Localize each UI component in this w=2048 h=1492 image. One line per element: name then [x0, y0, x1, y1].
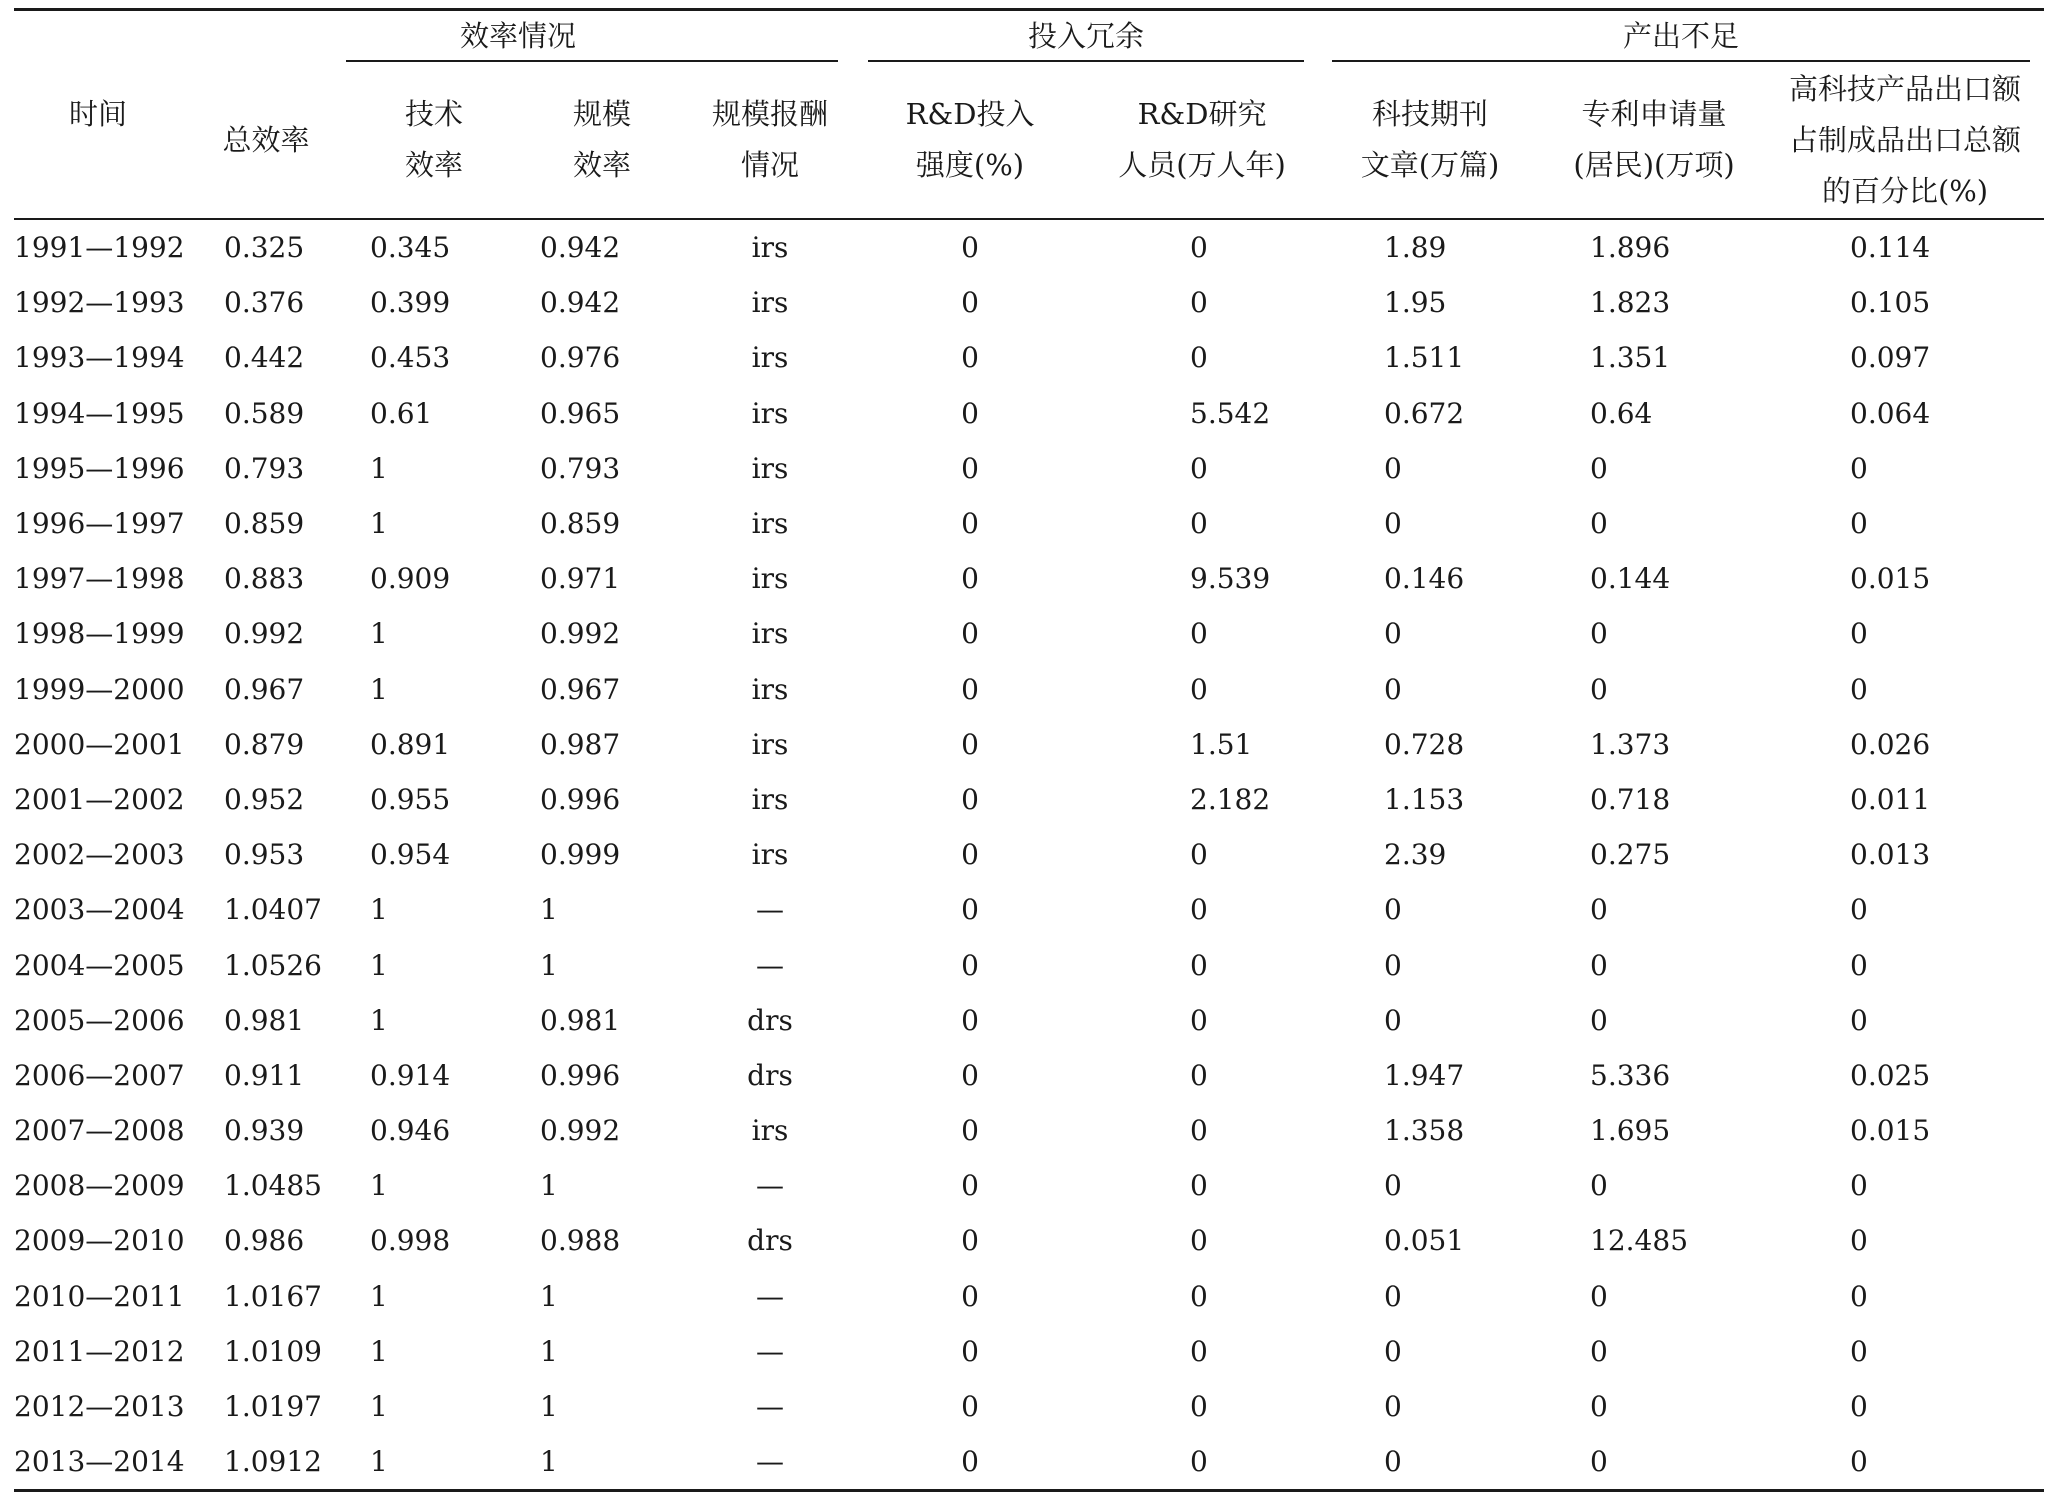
cell-returns-to-scale: irs	[751, 727, 789, 761]
cell-rd-intensity: 0	[961, 1279, 979, 1313]
cell-hightech-export-share: 0	[1850, 1334, 1868, 1368]
efficiency-table-container	[14, 8, 2044, 1492]
header-rd-intensity-line2: 强度(%)	[915, 148, 1025, 182]
header-group-output-shortage: 产出不足	[1318, 10, 2044, 63]
cell-rd-personnel: 0	[1190, 1169, 1208, 1203]
cell-scale-efficiency: 0.942	[540, 286, 621, 320]
cell-journal-articles: 0	[1384, 1334, 1402, 1368]
cell-total-efficiency: 0.953	[224, 838, 305, 872]
cell-tech-efficiency: 1	[370, 672, 388, 706]
header-rd-intensity-line1: R&D投入	[905, 97, 1035, 131]
cell-hightech-export-share: 0	[1850, 617, 1868, 651]
header-row-groups	[14, 10, 2044, 63]
cell-returns-to-scale: irs	[751, 782, 789, 816]
cell-time: 2011—2012	[14, 1334, 185, 1368]
cell-returns-to-scale: irs	[751, 1114, 789, 1148]
cell-scale-efficiency: 0.981	[540, 1003, 621, 1037]
cell-scale-efficiency: 1	[540, 1279, 558, 1313]
cell-tech-efficiency: 0.954	[370, 838, 451, 872]
cell-tech-efficiency: 1	[370, 948, 388, 982]
cell-returns-to-scale: —	[756, 948, 784, 982]
cell-journal-articles: 1.511	[1384, 341, 1465, 375]
cell-journal-articles: 0	[1318, 1434, 1542, 1491]
cell-hightech-export-share: 0.015	[1850, 1114, 1931, 1148]
cell-returns-to-scale: drs	[747, 1224, 793, 1258]
cell-patent-applications: 0.64	[1590, 396, 1653, 430]
cell-patent-applications: 0.144	[1590, 562, 1671, 596]
header-group-efficiency: 效率情况	[182, 10, 854, 63]
table-row	[14, 882, 2044, 937]
cell-time: 2012—2013	[14, 1390, 185, 1424]
cell-rd-personnel: 0	[1190, 231, 1208, 265]
cell-rd-personnel: 0	[1190, 948, 1208, 982]
cell-scale-efficiency: 0.976	[540, 341, 621, 375]
cell-journal-articles: 0	[1384, 1390, 1402, 1424]
cell-patent-applications: 1.695	[1590, 1114, 1671, 1148]
cell-returns-to-scale: —	[756, 893, 784, 927]
cell-time: 2001—2002	[14, 782, 185, 816]
header-hightech-export-share	[1766, 62, 2044, 219]
header-rd-intensity	[854, 62, 1086, 219]
header-row-columns	[14, 62, 2044, 219]
cell-rd-intensity: 0	[961, 1390, 979, 1424]
cell-hightech-export-share: 0	[1850, 1169, 1868, 1203]
cell-scale-efficiency: 1	[518, 1434, 686, 1491]
cell-returns-to-scale: irs	[751, 562, 789, 596]
cell-hightech-export-share: 0.025	[1850, 1058, 1931, 1092]
table-row	[14, 1379, 2044, 1434]
cell-time: 2003—2004	[14, 893, 185, 927]
cell-total-efficiency: 1.0526	[224, 948, 322, 982]
cell-time: 2002—2003	[14, 838, 185, 872]
cell-tech-efficiency: 1	[370, 617, 388, 651]
cell-hightech-export-share: 0.097	[1850, 341, 1931, 375]
header-tech-efficiency	[350, 62, 518, 219]
cell-returns-to-scale: drs	[747, 1058, 793, 1092]
cell-patent-applications: 5.336	[1590, 1058, 1671, 1092]
cell-tech-efficiency: 1	[350, 1434, 518, 1491]
cell-time: 1995—1996	[14, 451, 185, 485]
table-row	[14, 1158, 2044, 1213]
cell-scale-efficiency: 0.971	[540, 562, 621, 596]
header-hightech-export-line2: 占制成品出口总额	[1789, 122, 2022, 157]
cell-time: 2010—2011	[14, 1279, 185, 1313]
cell-hightech-export-share: 0	[1766, 1434, 2044, 1491]
header-scale-efficiency-line1: 规模	[572, 97, 631, 131]
cell-tech-efficiency: 1	[370, 1334, 388, 1368]
cell-time: 2013—2014	[14, 1434, 182, 1491]
cell-rd-intensity: 0	[961, 562, 979, 596]
cell-hightech-export-share: 0	[1850, 1003, 1868, 1037]
cell-total-efficiency: 0.859	[224, 507, 305, 541]
header-returns-to-scale-line2: 情况	[741, 148, 800, 182]
cell-rd-intensity: 0	[961, 341, 979, 375]
cell-time: 2000—2001	[14, 727, 185, 761]
header-returns-to-scale	[686, 62, 854, 219]
cell-hightech-export-share: 0.015	[1850, 562, 1931, 596]
cell-tech-efficiency: 1	[370, 451, 388, 485]
cell-rd-personnel: 0	[1190, 1224, 1208, 1258]
cell-journal-articles: 0	[1384, 617, 1402, 651]
cell-total-efficiency: 0.883	[224, 562, 305, 596]
cell-returns-to-scale: irs	[751, 507, 789, 541]
cell-journal-articles: 0.146	[1384, 562, 1465, 596]
table-row	[14, 219, 2044, 275]
efficiency-table	[14, 8, 2044, 1492]
table-row	[14, 330, 2044, 385]
cell-time: 2004—2005	[14, 948, 185, 982]
cell-tech-efficiency: 0.946	[370, 1114, 451, 1148]
cell-time: 1997—1998	[14, 562, 185, 596]
cell-tech-efficiency: 0.399	[370, 286, 451, 320]
header-hightech-export-line1: 高科技产品出口额	[1789, 71, 2022, 106]
table-row	[14, 551, 2044, 606]
cell-tech-efficiency: 0.955	[370, 782, 451, 816]
cell-time: 2007—2008	[14, 1114, 185, 1148]
table-row	[14, 1048, 2044, 1103]
cell-scale-efficiency: 1	[540, 1334, 558, 1368]
cell-rd-personnel: 0	[1190, 1279, 1208, 1313]
table-row	[14, 386, 2044, 441]
cell-time: 1999—2000	[14, 672, 185, 706]
cell-scale-efficiency: 0.942	[540, 231, 621, 265]
table-row	[14, 827, 2044, 882]
table-row	[14, 496, 2044, 551]
cell-total-efficiency: 0.986	[224, 1224, 305, 1258]
cell-journal-articles: 0	[1384, 1169, 1402, 1203]
cell-returns-to-scale: —	[756, 1390, 784, 1424]
table-row	[14, 275, 2044, 330]
cell-patent-applications: 0	[1590, 507, 1608, 541]
cell-patent-applications: 0	[1542, 1434, 1766, 1491]
cell-hightech-export-share: 0	[1850, 507, 1868, 541]
cell-hightech-export-share: 0	[1850, 893, 1868, 927]
cell-time: 1993—1994	[14, 341, 185, 375]
cell-rd-intensity: 0	[961, 838, 979, 872]
cell-rd-intensity: 0	[961, 782, 979, 816]
cell-total-efficiency: 0.939	[224, 1114, 305, 1148]
cell-journal-articles: 0	[1384, 1003, 1402, 1037]
cell-scale-efficiency: 0.992	[540, 617, 621, 651]
table-row	[14, 441, 2044, 496]
cell-patent-applications: 0	[1590, 893, 1608, 927]
cell-total-efficiency: 0.967	[224, 672, 305, 706]
cell-tech-efficiency: 0.345	[370, 231, 451, 265]
cell-hightech-export-share: 0	[1850, 451, 1868, 485]
cell-rd-intensity: 0	[961, 948, 979, 982]
cell-total-efficiency: 0.376	[224, 286, 305, 320]
cell-rd-intensity: 0	[961, 1114, 979, 1148]
cell-hightech-export-share: 0	[1850, 1224, 1868, 1258]
header-rd-personnel-line2: 人员(万人年)	[1118, 148, 1286, 182]
header-hightech-export-line3: 的百分比(%)	[1821, 173, 1989, 208]
cell-journal-articles: 0.672	[1384, 396, 1465, 430]
cell-time: 1991—1992	[14, 231, 185, 265]
table-row	[14, 772, 2044, 827]
cell-total-efficiency: 1.0912	[182, 1434, 350, 1491]
header-tech-efficiency-line2: 效率	[404, 148, 463, 182]
cell-hightech-export-share: 0	[1850, 948, 1868, 982]
cell-journal-articles: 0	[1384, 1279, 1402, 1313]
cell-time: 1994—1995	[14, 396, 185, 430]
cell-returns-to-scale: —	[686, 1434, 854, 1491]
cell-time: 2009—2010	[14, 1224, 185, 1258]
cell-tech-efficiency: 1	[370, 507, 388, 541]
cell-rd-intensity: 0	[854, 1434, 1086, 1491]
cell-rd-personnel: 9.539	[1190, 562, 1271, 596]
table-row	[14, 1434, 2044, 1491]
cell-tech-efficiency: 0.998	[370, 1224, 451, 1258]
cell-rd-personnel: 0	[1190, 286, 1208, 320]
cell-journal-articles: 0	[1384, 672, 1402, 706]
cell-rd-intensity: 0	[961, 727, 979, 761]
cell-hightech-export-share: 0.105	[1850, 286, 1931, 320]
cell-scale-efficiency: 0.987	[540, 727, 621, 761]
cell-returns-to-scale: irs	[751, 451, 789, 485]
cell-rd-personnel: 0	[1190, 1058, 1208, 1092]
cell-time: 1998—1999	[14, 617, 185, 651]
cell-journal-articles: 1.947	[1384, 1058, 1465, 1092]
cell-total-efficiency: 0.793	[224, 451, 305, 485]
cell-total-efficiency: 0.442	[224, 341, 305, 375]
cell-returns-to-scale: —	[756, 1279, 784, 1313]
cell-total-efficiency: 0.911	[224, 1058, 305, 1092]
cell-scale-efficiency: 1	[540, 1169, 558, 1203]
table-row	[14, 1269, 2044, 1324]
cell-journal-articles: 2.39	[1384, 838, 1447, 872]
cell-patent-applications: 0	[1590, 1003, 1608, 1037]
cell-time: 2005—2006	[14, 1003, 185, 1037]
cell-patent-applications: 0	[1590, 1279, 1608, 1313]
cell-journal-articles: 1.153	[1384, 782, 1465, 816]
cell-scale-efficiency: 0.992	[540, 1114, 621, 1148]
cell-total-efficiency: 0.981	[224, 1003, 305, 1037]
cell-journal-articles: 0.051	[1384, 1224, 1465, 1258]
cell-rd-intensity: 0	[961, 1334, 979, 1368]
cell-tech-efficiency: 0.453	[370, 341, 451, 375]
cell-returns-to-scale: irs	[751, 286, 789, 320]
cell-journal-articles: 0	[1384, 948, 1402, 982]
cell-rd-intensity: 0	[961, 451, 979, 485]
header-group-input-redundancy: 投入冗余	[854, 10, 1318, 63]
cell-rd-intensity: 0	[961, 1003, 979, 1037]
cell-tech-efficiency: 0.909	[370, 562, 451, 596]
table-row	[14, 937, 2044, 992]
cell-returns-to-scale: irs	[751, 341, 789, 375]
cell-scale-efficiency: 0.996	[540, 1058, 621, 1092]
cell-rd-personnel: 0	[1190, 617, 1208, 651]
cell-patent-applications: 1.823	[1590, 286, 1671, 320]
cell-rd-personnel: 0	[1086, 1434, 1318, 1491]
header-tech-efficiency-line1: 技术	[404, 97, 463, 131]
cell-rd-intensity: 0	[961, 1169, 979, 1203]
table-row	[14, 662, 2044, 717]
cell-hightech-export-share: 0	[1850, 1279, 1868, 1313]
cell-time: 2008—2009	[14, 1169, 185, 1203]
header-returns-to-scale-line1: 规模报酬	[712, 97, 829, 131]
cell-total-efficiency: 1.0485	[224, 1169, 322, 1203]
cell-rd-intensity: 0	[961, 1058, 979, 1092]
table-row	[14, 717, 2044, 772]
cell-patent-applications: 0.275	[1590, 838, 1671, 872]
cell-rd-intensity: 0	[961, 231, 979, 265]
cell-patent-applications: 0	[1590, 672, 1608, 706]
cell-rd-intensity: 0	[961, 286, 979, 320]
cell-returns-to-scale: —	[756, 1334, 784, 1368]
cell-journal-articles: 1.358	[1384, 1114, 1465, 1148]
header-journal-articles-line1: 科技期刊	[1372, 97, 1489, 131]
cell-hightech-export-share: 0.026	[1850, 727, 1931, 761]
cell-rd-personnel: 0	[1190, 1390, 1208, 1424]
table-body	[14, 219, 2044, 1491]
cell-scale-efficiency: 0.965	[540, 396, 621, 430]
cell-total-efficiency: 0.879	[224, 727, 305, 761]
table-header	[14, 10, 2044, 220]
cell-rd-intensity: 0	[961, 672, 979, 706]
cell-patent-applications: 1.351	[1590, 341, 1671, 375]
cell-rd-intensity: 0	[961, 617, 979, 651]
cell-rd-personnel: 0	[1190, 838, 1208, 872]
cell-tech-efficiency: 1	[370, 1003, 388, 1037]
cell-tech-efficiency: 0.61	[370, 396, 433, 430]
cell-scale-efficiency: 0.999	[540, 838, 621, 872]
cell-journal-articles: 0	[1384, 507, 1402, 541]
cell-patent-applications: 1.896	[1590, 231, 1671, 265]
table-row	[14, 1324, 2044, 1379]
cell-rd-personnel: 0	[1190, 1334, 1208, 1368]
header-time: 时间	[14, 10, 182, 220]
cell-returns-to-scale: irs	[751, 838, 789, 872]
cell-rd-personnel: 0	[1190, 341, 1208, 375]
cell-rd-personnel: 0	[1190, 672, 1208, 706]
cell-rd-personnel: 0	[1190, 451, 1208, 485]
cell-rd-intensity: 0	[961, 396, 979, 430]
cell-rd-intensity: 0	[961, 507, 979, 541]
cell-scale-efficiency: 0.967	[540, 672, 621, 706]
cell-tech-efficiency: 1	[370, 1169, 388, 1203]
cell-returns-to-scale: irs	[751, 231, 789, 265]
cell-patent-applications: 0	[1590, 948, 1608, 982]
cell-journal-articles: 0.728	[1384, 727, 1465, 761]
cell-rd-personnel: 0	[1190, 507, 1208, 541]
cell-patent-applications: 1.373	[1590, 727, 1671, 761]
cell-rd-intensity: 0	[961, 893, 979, 927]
table-row	[14, 1103, 2044, 1158]
cell-returns-to-scale: —	[756, 1169, 784, 1203]
cell-hightech-export-share: 0.011	[1850, 782, 1931, 816]
header-scale-efficiency	[518, 62, 686, 219]
table-row	[14, 1213, 2044, 1268]
cell-scale-efficiency: 0.988	[540, 1224, 621, 1258]
cell-scale-efficiency: 0.996	[540, 782, 621, 816]
table-row	[14, 993, 2044, 1048]
cell-journal-articles: 1.89	[1384, 231, 1447, 265]
cell-patent-applications: 0	[1590, 1390, 1608, 1424]
cell-patent-applications: 0	[1590, 617, 1608, 651]
cell-hightech-export-share: 0.064	[1850, 396, 1931, 430]
cell-returns-to-scale: irs	[751, 672, 789, 706]
cell-total-efficiency: 1.0407	[224, 893, 322, 927]
header-rd-personnel-line1: R&D研究	[1137, 97, 1267, 131]
cell-journal-articles: 1.95	[1384, 286, 1447, 320]
header-journal-articles	[1318, 62, 1542, 219]
cell-total-efficiency: 0.952	[224, 782, 305, 816]
cell-rd-personnel: 5.542	[1190, 396, 1271, 430]
cell-tech-efficiency: 1	[370, 1390, 388, 1424]
cell-rd-personnel: 1.51	[1190, 727, 1253, 761]
cell-tech-efficiency: 0.914	[370, 1058, 451, 1092]
cell-total-efficiency: 1.0197	[224, 1390, 322, 1424]
cell-tech-efficiency: 0.891	[370, 727, 451, 761]
cell-total-efficiency: 0.589	[224, 396, 305, 430]
header-journal-articles-line2: 文章(万篇)	[1360, 148, 1500, 182]
cell-scale-efficiency: 0.859	[540, 507, 621, 541]
header-rd-personnel	[1086, 62, 1318, 219]
cell-patent-applications: 0	[1590, 1169, 1608, 1203]
header-patent-applications	[1542, 62, 1766, 219]
cell-journal-articles: 0	[1384, 893, 1402, 927]
cell-patent-applications: 12.485	[1590, 1224, 1689, 1258]
cell-rd-personnel: 2.182	[1190, 782, 1271, 816]
cell-total-efficiency: 0.992	[224, 617, 305, 651]
table-row	[14, 606, 2044, 661]
cell-total-efficiency: 0.325	[224, 231, 305, 265]
cell-time: 1996—1997	[14, 507, 185, 541]
cell-returns-to-scale: irs	[751, 396, 789, 430]
cell-patent-applications: 0	[1590, 1334, 1608, 1368]
cell-time: 2006—2007	[14, 1058, 185, 1092]
cell-scale-efficiency: 0.793	[540, 451, 621, 485]
cell-journal-articles: 0	[1384, 451, 1402, 485]
cell-time: 1992—1993	[14, 286, 185, 320]
cell-scale-efficiency: 1	[540, 948, 558, 982]
cell-patent-applications: 0	[1590, 451, 1608, 485]
cell-rd-personnel: 0	[1190, 1114, 1208, 1148]
cell-total-efficiency: 1.0167	[224, 1279, 322, 1313]
header-patent-applications-line1: 专利申请量	[1581, 97, 1727, 131]
cell-patent-applications: 0.718	[1590, 782, 1671, 816]
header-total-efficiency-text: 总效率	[222, 122, 310, 157]
cell-hightech-export-share: 0	[1850, 1390, 1868, 1424]
cell-hightech-export-share: 0.013	[1850, 838, 1931, 872]
cell-returns-to-scale: drs	[747, 1003, 793, 1037]
cell-total-efficiency: 1.0109	[224, 1334, 322, 1368]
cell-tech-efficiency: 1	[370, 1279, 388, 1313]
cell-tech-efficiency: 1	[370, 893, 388, 927]
cell-scale-efficiency: 1	[540, 1390, 558, 1424]
header-scale-efficiency-line2: 效率	[572, 148, 631, 182]
cell-returns-to-scale: irs	[751, 617, 789, 651]
cell-hightech-export-share: 0.114	[1850, 231, 1931, 265]
header-total-efficiency	[182, 62, 350, 219]
cell-scale-efficiency: 1	[540, 893, 558, 927]
cell-rd-intensity: 0	[961, 1224, 979, 1258]
cell-hightech-export-share: 0	[1850, 672, 1868, 706]
cell-rd-personnel: 0	[1190, 1003, 1208, 1037]
cell-rd-personnel: 0	[1190, 893, 1208, 927]
header-patent-applications-line2: (居民)(万项)	[1573, 148, 1735, 182]
